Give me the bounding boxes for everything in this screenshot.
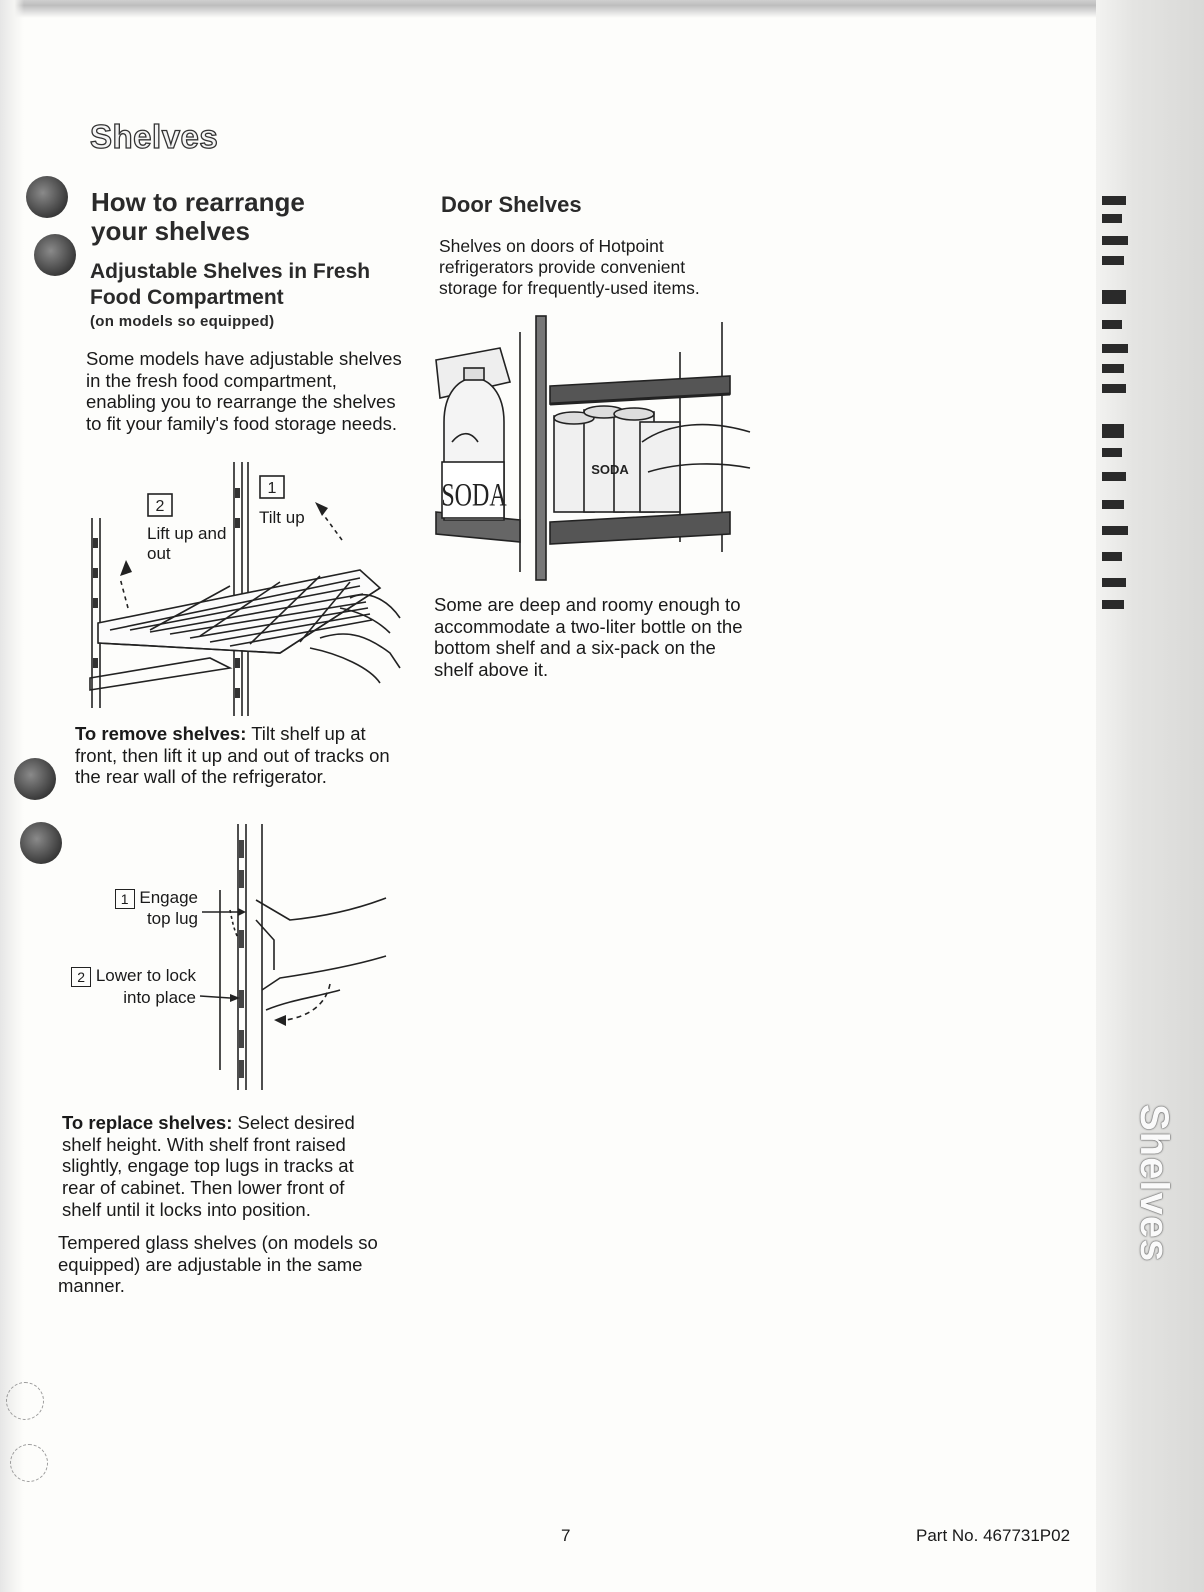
step-1-marker — [260, 476, 284, 498]
binder-hole — [14, 758, 56, 800]
scan-edge-left — [0, 0, 24, 1592]
page-title: Shelves — [90, 118, 219, 155]
remove-shelf-illustration — [70, 458, 410, 720]
binder-hole — [20, 822, 62, 864]
door-shelves-caption: Some are deep and roomy enough to accommodate a two-liter bottle on the bottom shelf and a six-pack on the shelf above it. — [434, 594, 743, 681]
replace-title: To replace shelves: — [62, 1112, 233, 1133]
engage-label — [98, 888, 198, 929]
binder-hole — [26, 176, 68, 218]
side-tab-shelves: Shelves — [1132, 1104, 1176, 1263]
step-2-marker — [148, 494, 172, 516]
remove-text: Tilt shelf up at front, then lift it up and out of tracks on the rear wall of the refrigerator. — [75, 723, 390, 788]
binder-hole — [6, 1382, 44, 1420]
svg-text:1: 1 — [267, 480, 277, 497]
remove-instructions — [75, 723, 391, 788]
can-label: SODA — [591, 462, 629, 477]
section-heading: How to rearrange your shelves — [91, 187, 305, 246]
binder-hole — [34, 234, 76, 276]
remove-title: To remove shelves: — [75, 723, 247, 744]
bottle-label: SODA — [441, 477, 507, 514]
engage-step-number: 1 — [115, 889, 135, 909]
part-number: Part No. 467731P02 — [916, 1526, 1071, 1545]
replace-shelf-illustration — [190, 820, 400, 1100]
scan-edge-top — [0, 0, 1100, 18]
door-shelves-intro: Shelves on doors of Hotpoint refrigerators provide convenient storage for frequently-used items. — [439, 236, 700, 298]
lower-step-number: 2 — [71, 967, 91, 987]
door-shelves-heading: Door Shelves — [441, 192, 582, 217]
svg-text:2: 2 — [155, 498, 165, 515]
page-number: 7 — [561, 1526, 571, 1545]
step-2-label: Lift up and out — [147, 524, 227, 563]
models-note: (on models so equipped) — [90, 313, 275, 330]
engage-step-text: Engage top lug — [139, 888, 198, 928]
binder-hole — [10, 1444, 48, 1482]
tempered-glass-note: Tempered glass shelves (on models so equipped) are adjustable in the same manner. — [58, 1232, 378, 1297]
intro-paragraph: Some models have adjustable shelves in the fresh food compartment, enabling you to rearrange the shelves to fit your family's food storage needs. — [86, 348, 402, 435]
lower-label — [66, 965, 196, 1008]
lower-step-text: Lower to lock into place — [95, 966, 196, 1007]
side-index-strip — [1096, 0, 1204, 1592]
step-1-label: Tilt up — [259, 508, 305, 527]
door-shelves-illustration — [430, 312, 752, 582]
subheading: Adjustable Shelves in Fresh Food Compartment — [90, 260, 371, 309]
replace-text: Select desired shelf height. With shelf front raised slightly, engage top lugs in tracks at rear of cabinet. Then lower front of shelf until it locks into position. — [62, 1112, 355, 1220]
replace-instructions — [62, 1112, 380, 1221]
